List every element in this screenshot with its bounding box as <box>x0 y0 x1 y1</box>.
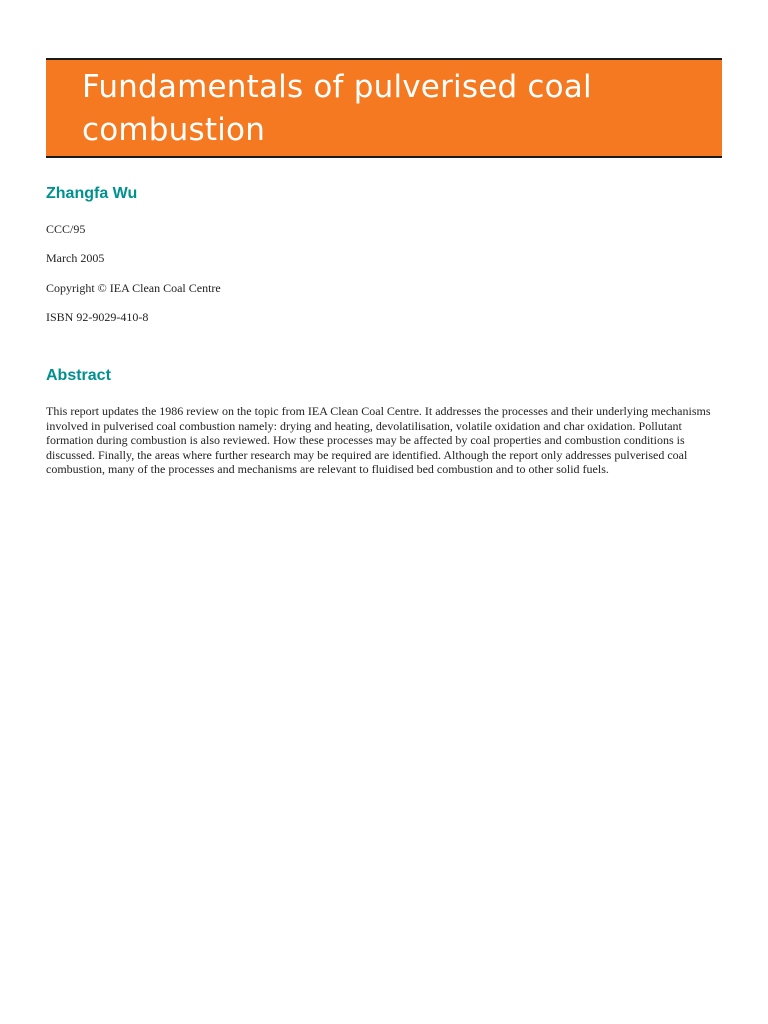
publication-date: March 2005 <box>46 251 105 265</box>
copyright-notice: Copyright © IEA Clean Coal Centre <box>46 281 221 295</box>
abstract-body: This report updates the 1986 review on the topic from IEA Clean Coal Centre. It addresses the processes and their underlying mechanisms involved in pulverised coal combustion namely: drying and heating, devolatilisation, volatile oxidation and char oxidation. Pollutant formation during combustion is also reviewed. How these processes may be affected by coal properties and combustion conditions is discussed. Finally, the areas where further research may be required are identified. Although the report only addresses pulverised coal combustion, many of the processes and mechanisms are relevant to fluidised bed combustion and to other solid fuels. <box>46 404 711 477</box>
title-line-2: combustion <box>82 112 266 148</box>
title-line-1: Fundamentals of pulverised coal <box>82 69 592 105</box>
abstract-heading: Abstract <box>46 367 111 384</box>
report-code: CCC/95 <box>46 222 86 236</box>
author-name: Zhangfa Wu <box>46 185 138 202</box>
title-banner <box>46 58 722 158</box>
isbn: ISBN 92-9029-410-8 <box>46 310 149 324</box>
document-title <box>82 66 702 152</box>
